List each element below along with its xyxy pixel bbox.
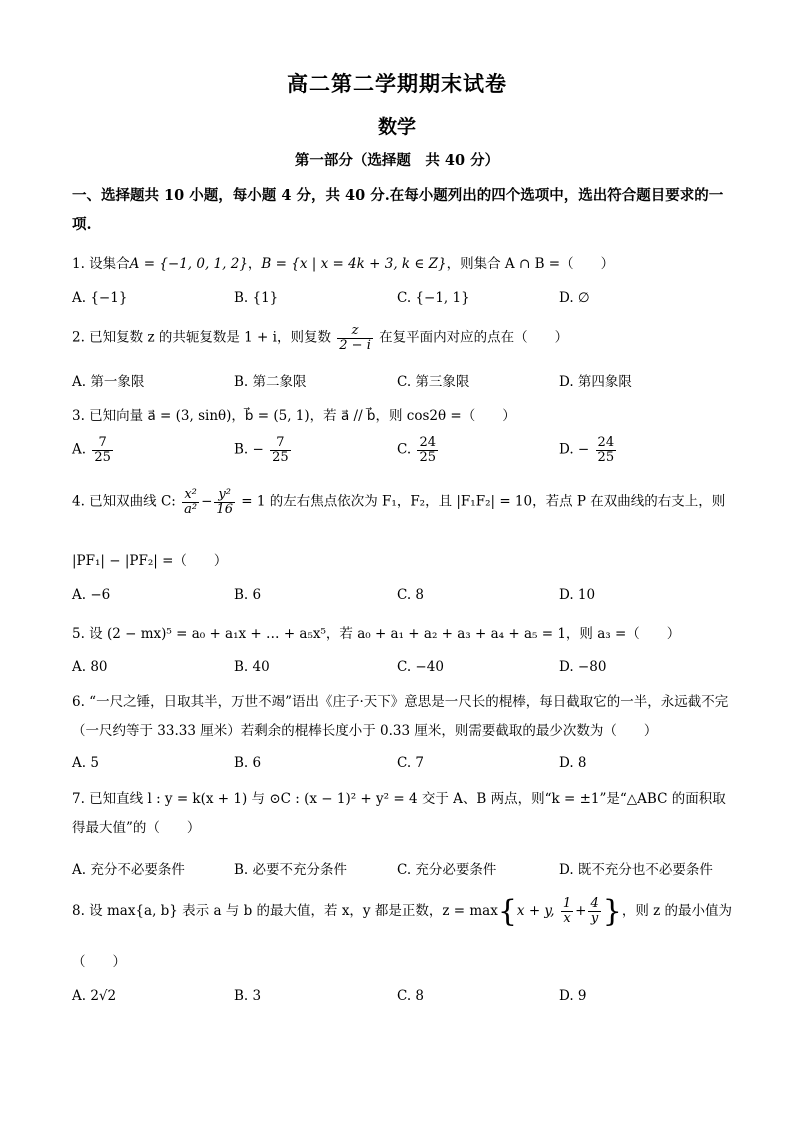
question-8-plus: + — [575, 903, 587, 919]
question-1-lead: 1. 设集合 — [72, 256, 130, 272]
question-2-frac-num: z — [337, 324, 373, 339]
question-8-lead: 8. 设 max{a, b} 表示 a 与 b 的最大值，若 x，y 都是正数，z = max — [72, 903, 498, 919]
question-2-fraction — [337, 324, 373, 352]
q4-option-a[interactable]: A. −6 — [72, 587, 111, 603]
q3-option-c-fraction — [417, 436, 438, 464]
question-8-options — [72, 988, 732, 1018]
question-4-lead: 4. 已知双曲线 C: — [72, 493, 176, 510]
q5-option-a[interactable]: A. 80 — [72, 659, 108, 675]
q3-c-den: 25 — [419, 449, 436, 465]
question-6: 6. “一尺之锤，日取其半，万世不竭”语出《庄子·天下》意思是一尺长的棍棒，每日截取它的一半，永远截不完（一尺约等于 33.33 厘米）若剩余的棍棒长度小于 0.33 厘米，则需要截取的最少次数为（ ） — [72, 694, 729, 739]
question-7: 7. 已知直线 l : y = k(x + 1) 与 ⊙C : (x − 1)² + y² = 4 交于 A、B 两点，则“k = ±1”是“△ABC 的面积取得最大值”的（ ） — [72, 791, 726, 836]
part-heading: 第一部分（选择题 共 40 分） — [294, 152, 500, 169]
question-4-fraction-y — [214, 488, 235, 516]
q1-option-b[interactable]: B. {1} — [234, 290, 279, 306]
q4-f2-den: 16 — [216, 501, 233, 517]
q6-option-c[interactable]: C. 7 — [397, 755, 425, 771]
q2-option-d[interactable]: D. 第四象限 — [559, 374, 632, 390]
q8-f1-den: x — [563, 911, 571, 926]
question-3: 3. 已知向量 a⃗ = (3, sinθ)，b⃗ = (5, 1)，若 a⃗ // b⃗，则 cos2θ =（ ） — [72, 408, 516, 424]
question-1-comma: ， — [247, 256, 262, 272]
question-1 — [72, 252, 732, 272]
q3-option-b-fraction — [270, 436, 291, 464]
section-instructions: 一、选择题共 10 小题，每小题 4 分，共 40 分.在每小题列出的四个选项中，选出符合题目要求的一项. — [72, 187, 724, 233]
q6-option-b[interactable]: B. 6 — [234, 755, 262, 771]
question-6-options — [72, 755, 732, 785]
q4-option-b[interactable]: B. 6 — [234, 587, 262, 603]
q1-option-a[interactable]: A. {−1} — [72, 290, 128, 306]
q8-option-a[interactable]: A. 2√2 — [72, 988, 117, 1004]
q8-option-b[interactable]: B. 3 — [234, 988, 262, 1004]
question-4-options — [72, 587, 732, 617]
question-2 — [72, 324, 732, 352]
q4-f2-num: y² — [214, 488, 235, 503]
question-8-fraction-1 — [561, 897, 573, 925]
question-2-options — [72, 370, 732, 400]
q3-b-num: 7 — [270, 436, 291, 451]
q3-option-c-label: C. — [397, 441, 412, 458]
subject-title: 数学 — [377, 116, 416, 138]
q3-option-a-fraction — [92, 436, 113, 464]
q3-option-d-fraction — [596, 436, 617, 464]
q7-option-a[interactable]: A. 充分不必要条件 — [72, 862, 185, 878]
q8-option-c[interactable]: C. 8 — [397, 988, 425, 1004]
q2-option-b[interactable]: B. 第二象限 — [234, 374, 307, 390]
question-8-inner-a: x + y, — [516, 903, 555, 919]
q3-option-a[interactable] — [72, 436, 115, 464]
question-5: 5. 设 (2 − mx)⁵ = a₀ + a₁x + … + a₅x⁵，若 a₀ + a₁ + a₂ + a₃ + a₄ + a₅ = 1，则 a₃ =（ ） — [72, 626, 681, 642]
q5-option-d[interactable]: D. −80 — [559, 659, 607, 675]
question-5-options — [72, 659, 732, 689]
q4-f1-num: x² — [182, 488, 199, 503]
question-3-options — [72, 436, 732, 478]
q3-option-b-label: B. − — [234, 441, 264, 458]
q3-d-num: 24 — [597, 435, 615, 450]
q7-option-d[interactable]: D. 既不充分也不必要条件 — [559, 862, 713, 878]
q3-option-a-label: A. — [72, 441, 87, 458]
q3-b-den: 25 — [272, 449, 289, 465]
question-1-tail: ，则集合 A ∩ B =（ ） — [446, 256, 615, 272]
q3-option-d-label: D. − — [559, 441, 590, 458]
question-4-tail: = 1 的左右焦点依次为 F₁，F₂，且 |F₁F₂| = 10，若点 P 在双曲线的右支上，则 — [241, 493, 726, 510]
q4-f1-den: a² — [184, 501, 198, 517]
question-2-frac-den: 2 − i — [339, 337, 371, 353]
q3-a-den: 25 — [94, 449, 111, 465]
q5-option-b[interactable]: B. 40 — [234, 659, 270, 675]
question-1-set-b: B = {x | x = 4k + 3, k ∈ Z} — [261, 256, 447, 272]
q3-option-b[interactable] — [234, 436, 293, 464]
question-2-lead: 2. 已知复数 z 的共轭复数是 1 + i，则复数 — [72, 329, 331, 346]
q4-option-c[interactable]: C. 8 — [397, 587, 425, 603]
question-2-tail: 在复平面内对应的点在（ ） — [379, 329, 569, 346]
question-4-line-2: |PF₁| − |PF₂| =（ ） — [72, 553, 228, 569]
q8-option-d[interactable]: D. 9 — [559, 988, 587, 1004]
q8-f2-num: 4 — [590, 896, 599, 912]
q8-f1-num: 1 — [562, 896, 572, 912]
question-1-set-a: A = {−1, 0, 1, 2} — [129, 256, 248, 272]
question-8 — [72, 894, 732, 929]
page-title: 高二第二学期期末试卷 — [287, 71, 507, 96]
question-8-brace-open: { — [497, 894, 517, 929]
question-8-fraction-2 — [588, 897, 600, 925]
question-4 — [72, 488, 732, 516]
q4-option-d[interactable]: D. 10 — [559, 587, 596, 603]
q3-option-c[interactable] — [397, 436, 440, 464]
q7-option-b[interactable]: B. 必要不充分条件 — [234, 862, 348, 878]
question-4-minus: − — [201, 493, 213, 510]
question-4-fraction-x — [182, 488, 199, 516]
q1-option-c[interactable]: C. {−1, 1} — [397, 290, 470, 306]
q6-option-d[interactable]: D. 8 — [559, 755, 587, 771]
q3-a-num: 7 — [92, 436, 113, 451]
q5-option-c[interactable]: C. −40 — [397, 659, 444, 675]
question-1-options — [72, 290, 732, 320]
q8-f2-den: y — [590, 911, 599, 926]
q1-option-d[interactable]: D. ∅ — [559, 290, 590, 306]
question-8-line-2: （ ） — [72, 954, 126, 970]
q2-option-a[interactable]: A. 第一象限 — [72, 374, 145, 390]
q3-c-num: 24 — [419, 435, 436, 450]
question-7-options — [72, 858, 732, 888]
q6-option-a[interactable]: A. 5 — [72, 755, 99, 771]
q7-option-c[interactable]: C. 充分必要条件 — [397, 862, 497, 878]
question-8-tail: ，则 z 的最小值为 — [621, 903, 733, 919]
q2-option-c[interactable]: C. 第三象限 — [397, 374, 470, 390]
q3-option-d[interactable] — [559, 436, 618, 464]
q3-d-den: 25 — [597, 449, 615, 465]
question-8-brace-close: } — [602, 894, 622, 929]
